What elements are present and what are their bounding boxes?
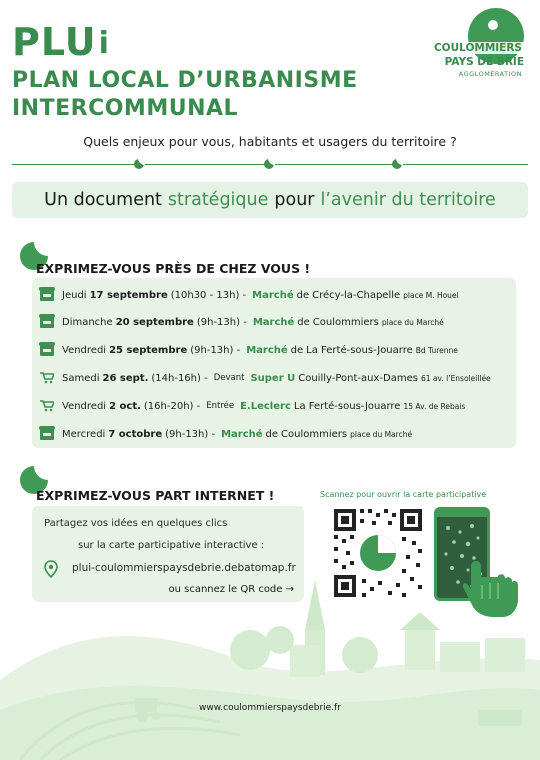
market-stall-icon — [40, 316, 54, 328]
agglomeration-logo: COULOMMIERS PAYS DE BRIE AGGLOMÉRATION — [396, 8, 530, 88]
shopping-cart-icon — [40, 372, 54, 384]
list-item: Vendredi 2 oct. (16h-20h) - Entrée E.Leclerc La Ferté-sous-Jouarre 15 Av. de Rebais — [40, 396, 465, 416]
title-line-1: PLAN LOCAL D’URBANISME — [12, 68, 358, 93]
location-pin-icon — [44, 560, 58, 578]
list-item: Samedi 26 sept. (14h-16h) - Devant Super U Couilly-Pont-aux-Dames 61 av. l’Ensoleillée — [40, 368, 491, 388]
tagline: Quels enjeux pour vous, habitants et usagers du territoire ? — [83, 134, 457, 149]
qr-code[interactable] — [332, 507, 424, 599]
title-line-2: INTERCOMMUNAL — [12, 96, 239, 121]
events-list — [32, 278, 516, 448]
scan-note: Scannez pour ouvrir la carte participative — [320, 490, 487, 499]
section-title-internet: EXPRIMEZ-VOUS PART INTERNET ! — [36, 488, 275, 503]
list-item: Jeudi 17 septembre (10h30 - 13h) - Marché de Crécy-la-Chapelle place M. Houel — [40, 285, 459, 305]
decorative-divider — [12, 157, 528, 171]
headline-banner: Un document stratégique pour l’avenir du territoire — [12, 182, 528, 218]
list-item: Dimanche 20 septembre (9h-13h) - Marché de Coulommiers place du Marché — [40, 312, 444, 332]
divider-dot-icon — [392, 159, 402, 169]
plui-logo-text: PLUi — [12, 20, 110, 64]
list-item: Mercredi 7 octobre (9h-13h) - Marché de Coulommiers place du Marché — [40, 424, 412, 444]
shopping-cart-icon — [40, 400, 54, 412]
participative-map-link[interactable]: plui-coulommierspaysdebrie.debatomap.fr — [72, 562, 296, 574]
market-stall-icon — [40, 428, 54, 440]
section-title-local: EXPRIMEZ-VOUS PRÈS DE CHEZ VOUS ! — [36, 261, 311, 276]
market-stall-icon — [40, 344, 54, 356]
list-item: Vendredi 25 septembre (9h-13h) - Marché de La Ferté-sous-Jouarre Bd Turenne — [40, 340, 458, 360]
divider-dot-icon — [264, 159, 274, 169]
website-link[interactable]: www.coulommierspaysdebrie.fr — [199, 703, 341, 713]
market-stall-icon — [40, 289, 54, 301]
internet-info-box: Partagez vos idées en quelques clics sur la carte participative interactive : plui-coulommierspaysdebrie.debatomap.fr ou scannez le QR code → — [32, 506, 304, 602]
pointing-hand-icon — [462, 555, 526, 619]
divider-dot-icon — [134, 159, 144, 169]
